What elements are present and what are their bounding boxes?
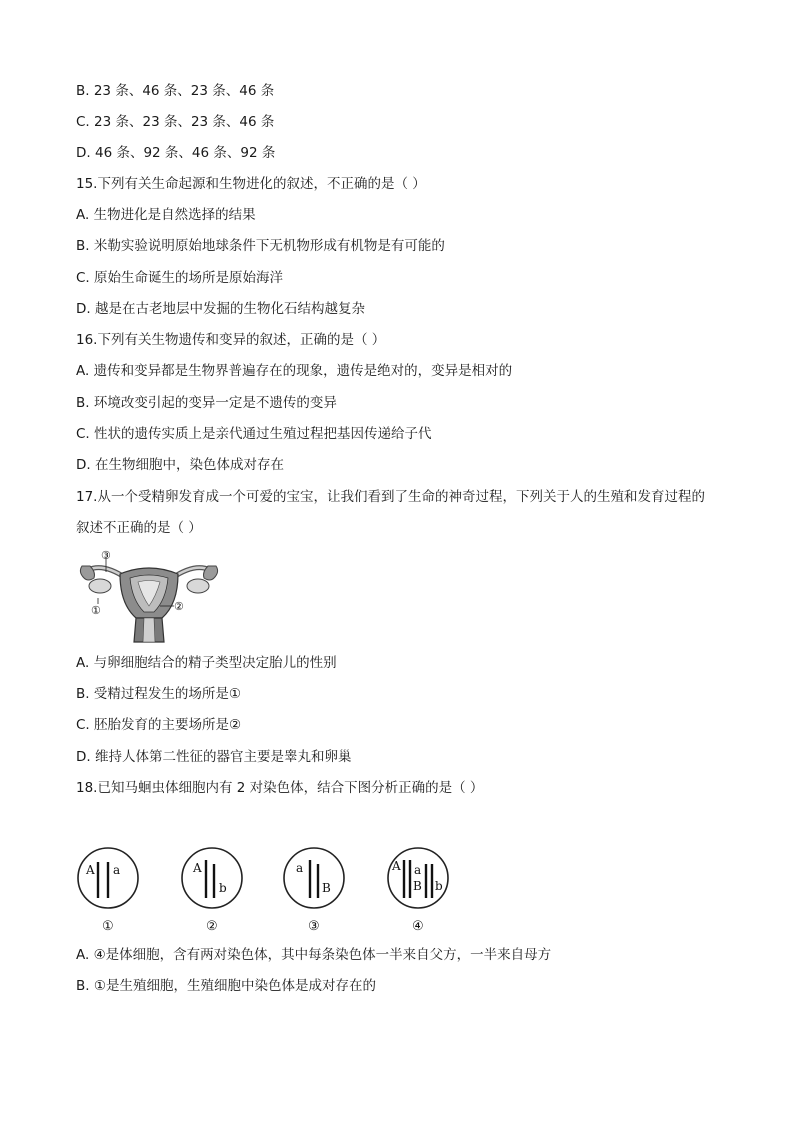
q18-stem: 18.已知马蛔虫体细胞内有 2 对染色体，结合下图分析正确的是（ ）: [76, 780, 484, 796]
q15-option-a: A. 生物进化是自然选择的结果: [76, 207, 256, 223]
cell3-number: ③: [308, 919, 320, 934]
q18-option-a: A. ④是体细胞，含有两对染色体，其中每条染色体一半来自父方，一半来自母方: [76, 947, 552, 963]
q15-stem: 15.下列有关生命起源和生物进化的叙述，不正确的是（ ）: [76, 176, 426, 192]
q18-option-b: B. ①是生殖细胞，生殖细胞中染色体是成对存在的: [76, 978, 376, 994]
cell4-number: ④: [412, 919, 424, 934]
q14-option-c: C. 23 条、23 条、23 条、46 条: [76, 114, 275, 130]
cell2-letter-A: A: [193, 861, 202, 875]
cell4-letter-a: a: [414, 863, 422, 877]
cell4-letter-B: B: [413, 879, 422, 893]
q16-option-a: A. 遗传和变异都是生物界普遍存在的现象，遗传是绝对的，变异是相对的: [76, 363, 513, 379]
chromosome-cells-diagram: [74, 840, 464, 936]
q17-option-a: A. 与卵细胞结合的精子类型决定胎儿的性别: [76, 655, 337, 671]
cell1-letter-a: a: [113, 863, 121, 877]
q17-stem-line2: 叙述不正确的是（ ）: [76, 520, 202, 536]
q17-stem-line1: 17.从一个受精卵发育成一个可爱的宝宝，让我们看到了生命的神奇过程，下列关于人的生殖和发育过程的: [76, 489, 705, 505]
q14-option-d: D. 46 条、92 条、46 条、92 条: [76, 145, 276, 161]
q15-option-b: B. 米勒实验说明原始地球条件下无机物形成有机物是有可能的: [76, 238, 445, 254]
cell2-number: ②: [206, 919, 218, 934]
q14-option-b: B. 23 条、46 条、23 条、46 条: [76, 83, 275, 99]
label-2: ②: [174, 600, 184, 613]
q16-option-b: B. 环境改变引起的变异一定是不遗传的变异: [76, 395, 337, 411]
q15-option-c: C. 原始生命诞生的场所是原始海洋: [76, 270, 284, 286]
q16-option-d: D. 在生物细胞中，染色体成对存在: [76, 457, 284, 473]
q17-option-b: B. 受精过程发生的场所是①: [76, 686, 241, 702]
cell2-letter-b: b: [219, 881, 227, 895]
q16-stem: 16.下列有关生物遗传和变异的叙述，正确的是（ ）: [76, 332, 386, 348]
cell1-letter-A: A: [86, 863, 95, 877]
uterus-diagram: [74, 546, 224, 644]
label-3: ③: [101, 549, 111, 562]
cell1-number: ①: [102, 919, 114, 934]
q15-option-d: D. 越是在古老地层中发掘的生物化石结构越复杂: [76, 301, 365, 317]
q16-option-c: C. 性状的遗传实质上是亲代通过生殖过程把基因传递给子代: [76, 426, 432, 442]
label-1: ①: [91, 604, 101, 617]
q17-option-d: D. 维持人体第二性征的器官主要是睾丸和卵巢: [76, 749, 352, 765]
q17-option-c: C. 胚胎发育的主要场所是②: [76, 717, 242, 733]
cell3-letter-a: a: [296, 861, 304, 875]
cell4-letter-A: A: [392, 859, 401, 873]
cell4-letter-b: b: [435, 879, 443, 893]
cell3-letter-B: B: [322, 881, 331, 895]
